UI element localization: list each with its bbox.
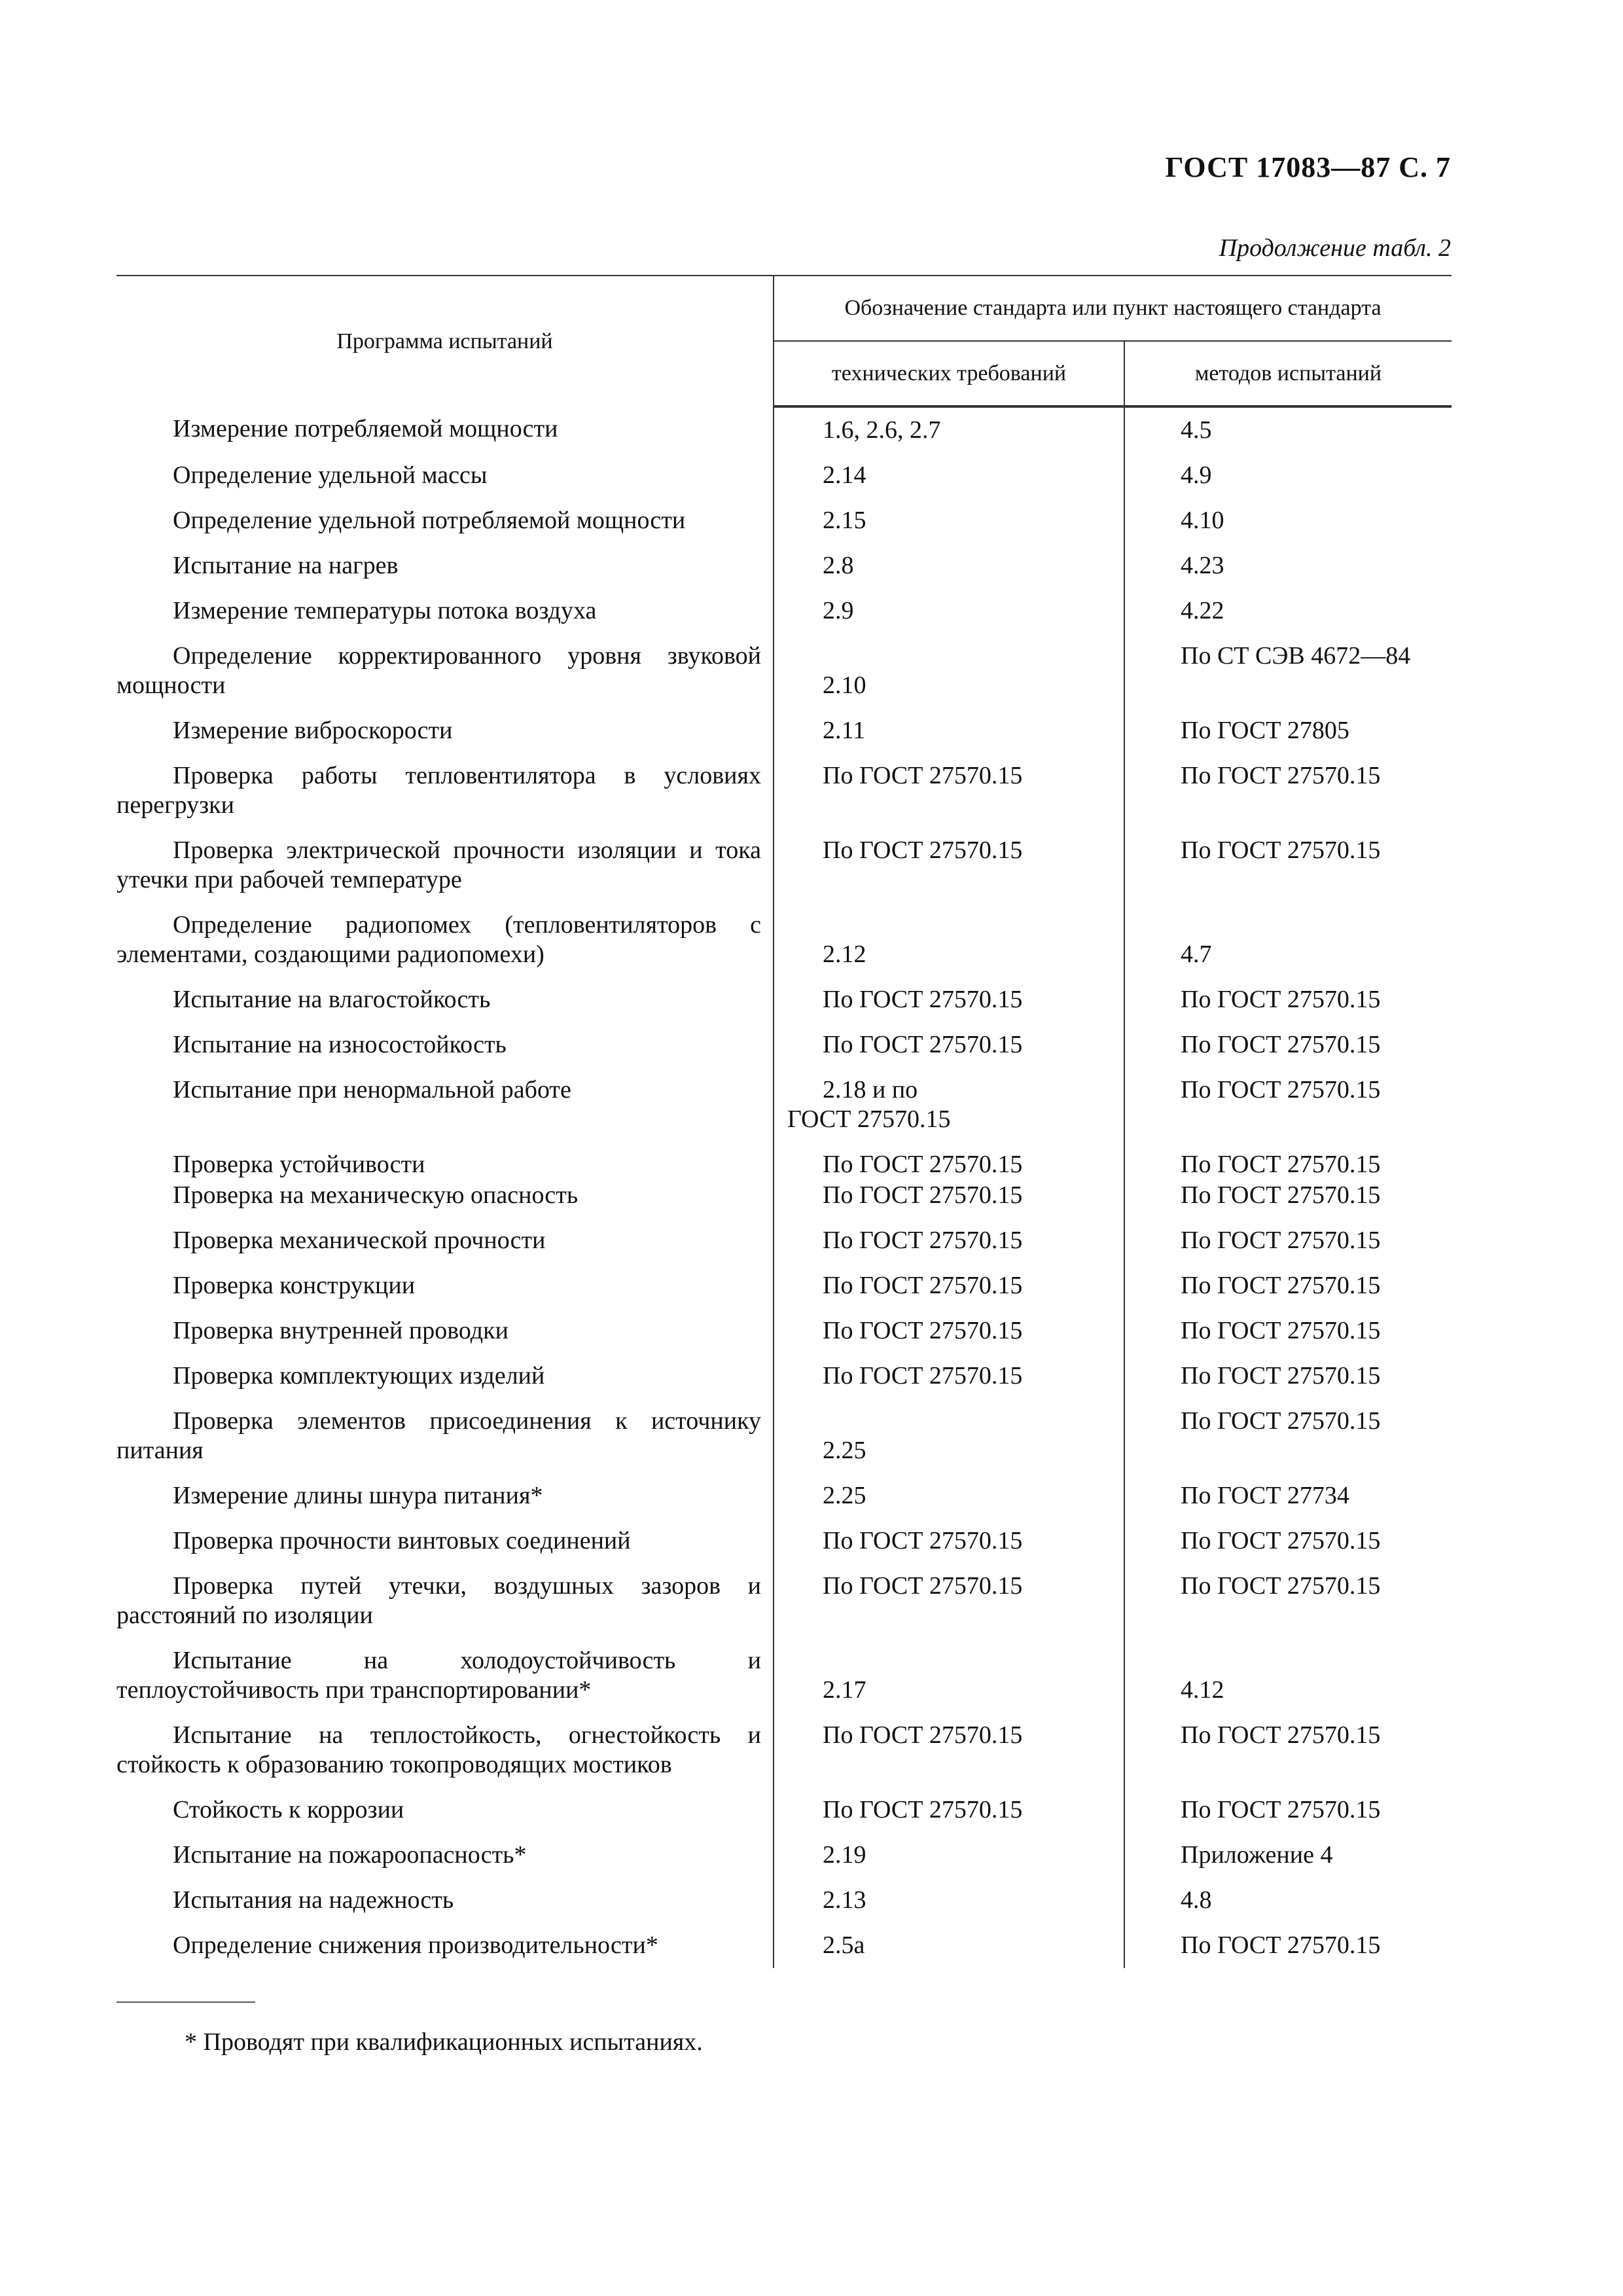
methods-cell: 4.10 [1181, 507, 1224, 534]
table-row [116, 1218, 1452, 1263]
table-row [116, 453, 1452, 498]
tech-cell: По ГОСТ 27570.15 [774, 1181, 1124, 1218]
table-row [116, 1354, 1452, 1399]
methods-cell: По ГОСТ 27570.15 [1181, 1317, 1381, 1344]
tech-cell: 2.9 [774, 588, 1124, 634]
tech-cell: По ГОСТ 27570.15 [774, 1564, 1124, 1638]
table-caption: Продолжение табл. 2 [1219, 234, 1451, 262]
methods-cell: По ГОСТ 27570.15 [1181, 1151, 1381, 1178]
program-cell: Проверка работы тепловентилятора в условиях перегрузки [116, 753, 774, 828]
table-row [116, 588, 1452, 634]
methods-cell: По ГОСТ 27570.15 [1181, 986, 1381, 1013]
table-row [116, 1878, 1452, 1923]
table-row [116, 1399, 1452, 1473]
tech-cell: 2.17 [774, 1638, 1124, 1713]
methods-cell: 4.8 [1181, 1886, 1212, 1914]
table-row [116, 708, 1452, 753]
program-cell: Определение радиопомех (тепловентиляторов с элементами, создающими радиопомехи) [116, 903, 774, 977]
program-cell: Проверка конструкции [116, 1263, 774, 1308]
tech-cell: 2.15 [774, 498, 1124, 543]
program-cell: Определение удельной массы [116, 453, 774, 498]
program-cell: Испытание на износостойкость [116, 1022, 774, 1067]
tech-cell-line-2: ГОСТ 27570.15 [787, 1105, 951, 1133]
program-cell: Испытания на надежность [116, 1878, 774, 1923]
methods-cell: По ГОСТ 27805 [1181, 717, 1349, 744]
tech-cell: По ГОСТ 27570.15 [774, 1308, 1124, 1354]
program-cell: Проверка механической прочности [116, 1218, 774, 1263]
tech-cell: По ГОСТ 27570.15 [774, 1787, 1124, 1833]
table-row [116, 828, 1452, 903]
methods-cell: 4.5 [1181, 416, 1212, 444]
methods-cell: По ГОСТ 27570.15 [1181, 1407, 1381, 1435]
tech-cell: 2.14 [774, 453, 1124, 498]
methods-cell: 4.22 [1181, 597, 1224, 624]
header-standard-group: Обозначение стандарта или пункт настоящего стандарта [774, 276, 1452, 341]
table-row [116, 1638, 1452, 1713]
table-row [116, 634, 1452, 708]
program-cell: Измерение длины шнура питания* [116, 1473, 774, 1518]
table-row [116, 1067, 1452, 1142]
table-row [116, 1787, 1452, 1833]
tech-cell: 2.5а [774, 1923, 1124, 1968]
table-row [116, 753, 1452, 828]
methods-cell: По ГОСТ 27570.15 [1181, 1031, 1381, 1058]
program-cell: Определение корректированного уровня звуковой мощности [116, 634, 774, 708]
tech-cell: По ГОСТ 27570.15 [774, 1022, 1124, 1067]
tech-cell: 2.18 и по ГОСТ 27570.15 [774, 1067, 1124, 1142]
program-cell: Испытание при ненормальной работе [116, 1067, 774, 1142]
methods-cell: По ГОСТ 27570.15 [1181, 1272, 1381, 1299]
program-cell: Измерение виброскорости [116, 708, 774, 753]
methods-cell: По ГОСТ 27570.15 [1181, 762, 1381, 789]
methods-cell: Приложение 4 [1181, 1841, 1333, 1869]
tech-cell: 1.6, 2.6, 2.7 [774, 406, 1124, 453]
tech-cell: 2.19 [774, 1833, 1124, 1878]
methods-cell: 4.23 [1181, 552, 1224, 579]
methods-cell: По ГОСТ 27570.15 [1181, 1721, 1381, 1749]
tech-cell: 2.11 [774, 708, 1124, 753]
methods-cell: 4.9 [1181, 461, 1212, 489]
table-row [116, 406, 1452, 453]
program-cell: Испытание на холодоустойчивость и теплоустойчивость при транспортировании* [116, 1638, 774, 1713]
methods-cell: 4.12 [1181, 1676, 1224, 1704]
tech-cell: 2.25 [774, 1473, 1124, 1518]
program-cell: Проверка внутренней проводки [116, 1308, 774, 1354]
table-row [116, 1181, 1452, 1218]
table-row [116, 498, 1452, 543]
test-program-table-container [116, 275, 1452, 1968]
methods-cell: По ГОСТ 27570.15 [1181, 1931, 1381, 1959]
methods-cell: По ГОСТ 27570.15 [1181, 1572, 1381, 1600]
table-row [116, 1713, 1452, 1787]
program-cell: Измерение температуры потока воздуха [116, 588, 774, 634]
tech-cell: 2.13 [774, 1878, 1124, 1923]
program-cell: Проверка прочности винтовых соединений [116, 1518, 774, 1564]
table-row [116, 1923, 1452, 1968]
table-row [116, 1833, 1452, 1878]
methods-cell: 4.7 [1181, 941, 1212, 968]
program-cell: Проверка электрической прочности изоляции и тока утечки при рабочей температуре [116, 828, 774, 903]
methods-cell: По ГОСТ 27734 [1181, 1482, 1349, 1509]
table-row [116, 903, 1452, 977]
program-cell: Испытание на пожароопасность* [116, 1833, 774, 1878]
methods-cell: По ГОСТ 27570.15 [1181, 1076, 1381, 1103]
program-cell: Проверка путей утечки, воздушных зазоров и расстояний по изоляции [116, 1564, 774, 1638]
tech-cell: 2.25 [774, 1399, 1124, 1473]
tech-cell: По ГОСТ 27570.15 [774, 753, 1124, 828]
tech-cell: По ГОСТ 27570.15 [774, 1142, 1124, 1181]
program-cell: Проверка элементов присоединения к источнику питания [116, 1399, 774, 1473]
table-row [116, 1308, 1452, 1354]
table-row [116, 977, 1452, 1022]
program-cell: Испытание на влагостойкость [116, 977, 774, 1022]
methods-cell: По ГОСТ 27570.15 [1181, 1181, 1381, 1209]
methods-cell: По ГОСТ 27570.15 [1181, 836, 1381, 864]
table-header [116, 276, 1452, 406]
methods-cell: По ГОСТ 27570.15 [1181, 1527, 1381, 1554]
tech-cell: 2.12 [774, 903, 1124, 977]
program-cell: Стойкость к коррозии [116, 1787, 774, 1833]
tech-cell: 2.10 [774, 634, 1124, 708]
page-header: ГОСТ 17083—87 С. 7 [1165, 151, 1451, 183]
program-cell: Проверка комплектующих изделий [116, 1354, 774, 1399]
header-test-methods: методов испытаний [1124, 341, 1452, 406]
table-row [116, 1022, 1452, 1067]
methods-cell: По СТ СЭВ 4672—84 [1181, 642, 1411, 670]
table-row [116, 1263, 1452, 1308]
tech-cell: По ГОСТ 27570.15 [774, 1518, 1124, 1564]
table-row [116, 1142, 1452, 1181]
program-cell: Определение удельной потребляемой мощности [116, 498, 774, 543]
program-cell: Испытание на теплостойкость, огнестойкость и стойкость к образованию токопроводящих мостиков [116, 1713, 774, 1787]
tech-cell: По ГОСТ 27570.15 [774, 1218, 1124, 1263]
test-program-table [116, 275, 1452, 1968]
header-tech-requirements: технических требований [774, 341, 1124, 406]
table-row [116, 1473, 1452, 1518]
program-cell: Проверка устойчивости [116, 1142, 774, 1181]
tech-cell: По ГОСТ 27570.15 [774, 1713, 1124, 1787]
tech-cell: По ГОСТ 27570.15 [774, 1354, 1124, 1399]
tech-cell: По ГОСТ 27570.15 [774, 1263, 1124, 1308]
table-body [116, 406, 1452, 1968]
methods-cell: По ГОСТ 27570.15 [1181, 1362, 1381, 1390]
footnote-divider [116, 2001, 255, 2003]
tech-cell: По ГОСТ 27570.15 [774, 828, 1124, 903]
tech-cell: 2.8 [774, 543, 1124, 588]
footnote: * Проводят при квалификационных испытаниях. [185, 2028, 703, 2056]
methods-cell: По ГОСТ 27570.15 [1181, 1796, 1381, 1823]
table-row [116, 543, 1452, 588]
program-cell: Проверка на механическую опасность [116, 1181, 774, 1218]
table-row [116, 1564, 1452, 1638]
header-program: Программа испытаний [116, 276, 774, 406]
program-cell: Определение снижения производительности* [116, 1923, 774, 1968]
program-cell: Испытание на нагрев [116, 543, 774, 588]
tech-cell: По ГОСТ 27570.15 [774, 977, 1124, 1022]
program-cell: Измерение потребляемой мощности [116, 406, 774, 453]
table-row [116, 1518, 1452, 1564]
methods-cell: По ГОСТ 27570.15 [1181, 1227, 1381, 1254]
